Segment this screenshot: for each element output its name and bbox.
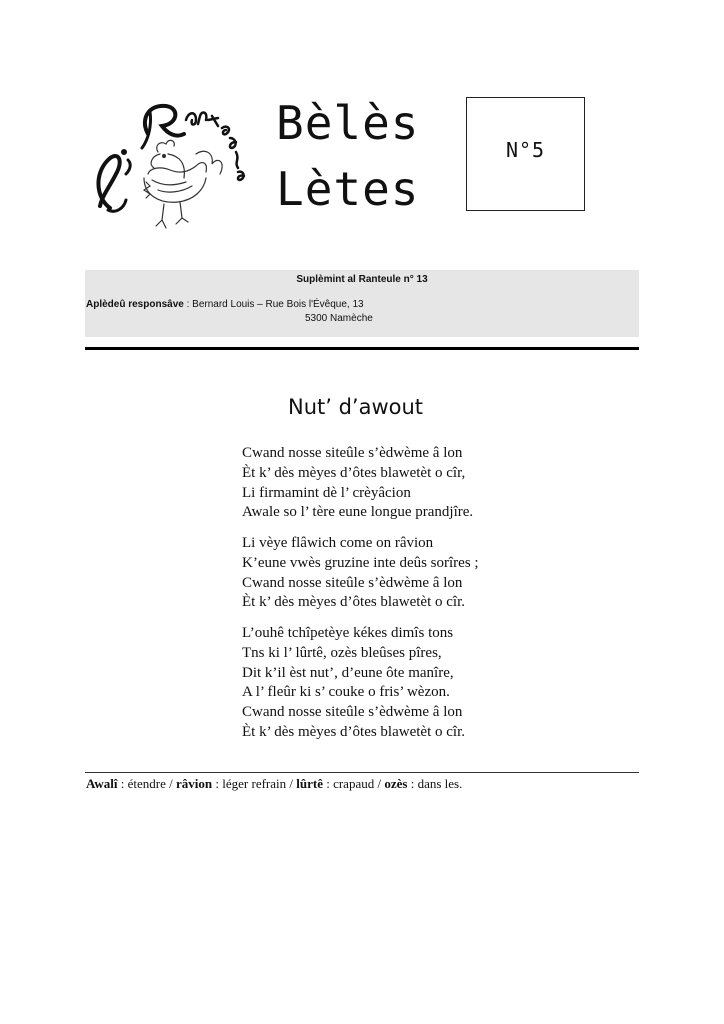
issue-number-box <box>466 97 585 211</box>
poem-line: Èt k’ dès mèyes d’ôtes blawetèt o cîr, <box>242 464 466 481</box>
header-divider <box>85 347 639 350</box>
glossary-term: Awalî <box>86 776 118 791</box>
glossary-term: lûrtê <box>296 776 323 791</box>
footnote-divider <box>85 772 639 773</box>
info-band <box>85 270 639 337</box>
masthead-title-line-2: Lètes <box>276 162 420 216</box>
glossary-footnote <box>86 776 462 792</box>
glossary-term: râvion <box>176 776 213 791</box>
poem-title: Nut’ d’awout <box>288 395 424 419</box>
supplement-line: Suplèmint al Ranteule n° 13 <box>296 274 428 285</box>
publisher-line <box>86 299 364 310</box>
poem-line: K’eune vwès gruzine inte deûs sorîres ; <box>242 554 479 571</box>
glossary-definition: : dans les. <box>407 776 463 791</box>
poem-line: Li vèye flâwich come on râvion <box>242 535 434 551</box>
poem-line: Èt k’ dès mèyes d’ôtes blawetèt o cîr. <box>242 594 465 611</box>
stanza-2 <box>242 534 479 613</box>
poem-line: Li firmamint dè l’ crèyâcion <box>242 484 411 501</box>
glossary-definition: : crapaud / <box>322 776 385 791</box>
publisher-label: Aplèdeû responsâve <box>86 299 184 310</box>
poem-line: Cwand nosse siteûle s’èdwème â lon <box>242 445 463 461</box>
poem-line: Dit k’il èst nut’, d’eune ôte manîre, <box>242 664 454 681</box>
poem-line: L’ouhê tchîpetèye kékes dimîs tons <box>242 625 454 641</box>
poem-line: Awale so l’ tère eune longue prandjîre. <box>242 504 474 521</box>
logo-lettering <box>98 106 244 211</box>
ranteule-logo <box>88 90 260 238</box>
poem-line: Tns ki l’ lûrtê, ozès bleûses pîres, <box>242 644 442 661</box>
poem-line: Èt k’ dès mèyes d’ôtes blawetèt o cîr. <box>242 723 465 740</box>
poem-line: Cwand nosse siteûle s’èdwème â lon <box>242 704 463 721</box>
rooster-icon <box>144 140 222 228</box>
postal-line: 5300 Namèche <box>305 313 373 324</box>
publisher-address: : Bernard Louis – Rue Bois l'Évêque, 13 <box>183 299 364 310</box>
glossary-term: ozès <box>384 776 408 791</box>
masthead-title-line-1: Bèlès <box>276 96 420 150</box>
glossary-definition: : léger refrain / <box>212 776 297 791</box>
poem-line: A l’ fleûr ki s’ couke o fris’ wèzon. <box>242 684 450 701</box>
issue-number: N°5 <box>505 138 546 162</box>
stanza-1 <box>242 444 473 523</box>
poem-line: Cwand nosse siteûle s’èdwème â lon <box>242 574 463 591</box>
stanza-3 <box>242 624 465 743</box>
glossary-definition: : étendre / <box>117 776 177 791</box>
